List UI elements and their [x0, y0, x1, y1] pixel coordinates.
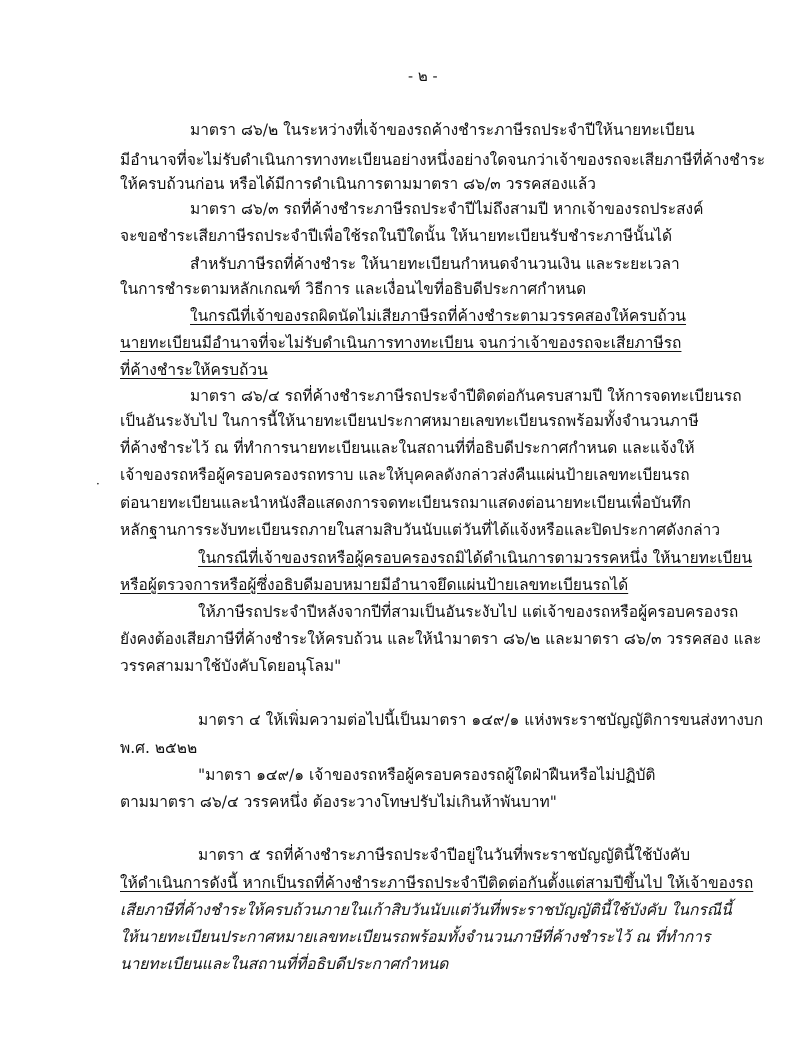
text-line-underlined: ในกรณีที่เจ้าของรถผิดนัดไม่เสียภาษีรถที่ค้างชำระตามวรรคสองให้ครบถ้วน — [190, 307, 687, 325]
text-line-italic: นายทะเบียนและในสถานที่ที่อธิบดีประกาศกำหนด — [120, 955, 449, 973]
text-line: จะขอชำระเสียภาษีรถประจำปีเพื่อใช้รถในปีใดนั้น ให้นายทะเบียนรับชำระภาษีนั้นได้ — [120, 227, 673, 245]
text-line: มีอำนาจที่จะไม่รับดำเนินการทางทะเบียนอย่างหนึ่งอย่างใดจนกว่าเจ้าของรถจะเสียภาษีที่ค้างชำระ — [120, 151, 766, 169]
text-line: พ.ศ. ๒๕๒๒ — [120, 739, 198, 757]
text-line: เป็นอันระงับไป ในการนี้ให้นายทะเบียนประกาศหมายเลขทะเบียนรถพร้อมทั้งจำนวนภาษี — [120, 412, 699, 430]
text-line: ในการชำระตามหลักเกณฑ์ วิธีการ และเงื่อนไขที่อธิบดีประกาศกำหนด — [120, 280, 587, 298]
text-line: มาตรา ๘๖/๓ รถที่ค้างชำระภาษีรถประจำปีไม่ถึงสามปี หากเจ้าของรถประสงค์ — [190, 200, 704, 218]
text-line-italic: เสียภาษีที่ค้างชำระให้ครบถ้วนภายในเก้าสิบวันนับแต่วันที่พระราชบัญญัตินี้ใช้บังคับ ในกรณีนี้ — [120, 901, 732, 919]
page-number: - ๒ - — [408, 67, 438, 85]
text-line: มาตรา ๘๖/๒ ในระหว่างที่เจ้าของรถค้างชำระภาษีรถประจำปีให้นายทะเบียน — [190, 121, 695, 139]
text-line-italic: ให้นายทะเบียนประกาศหมายเลขทะเบียนรถพร้อมทั้งจำนวนภาษีที่ค้างชำระไว้ ณ ที่ทำการ — [120, 928, 711, 946]
text-line: มาตรา ๕ รถที่ค้างชำระภาษีรถประจำปีอยู่ในวันที่พระราชบัญญัตินี้ใช้บังคับ — [198, 846, 691, 864]
text-line: ให้ภาษีรถประจำปีหลังจากปีที่สามเป็นอันระงับไป แต่เจ้าของรถหรือผู้ครอบครองรถ — [198, 603, 739, 621]
text-line: ต่อนายทะเบียนและนำหนังสือแสดงการจดทะเบียนรถมาแสดงต่อนายทะเบียนเพื่อบันทึก — [120, 494, 692, 512]
text-line: ตามมาตรา ๘๖/๔ วรรคหนึ่ง ต้องระวางโทษปรับไม่เกินห้าพันบาท" — [120, 793, 557, 811]
text-line-underlined: หรือผู้ตรวจการหรือผู้ซึ่งอธิบดีมอบหมายมีอำนาจยึดแผ่นป้ายเลขทะเบียนรถได้ — [120, 576, 629, 594]
text-line: ให้ครบถ้วนก่อน หรือได้มีการดำเนินการตามมาตรา ๘๖/๓ วรรคสองแล้ว — [120, 175, 596, 193]
text-line-underlined: ที่ค้างชำระให้ครบถ้วน — [120, 361, 268, 379]
text-line: ยังคงต้องเสียภาษีที่ค้างชำระให้ครบถ้วน และให้นำมาตรา ๘๖/๒ และมาตรา ๘๖/๓ วรรคสอง และ — [120, 630, 762, 648]
text-line: ที่ค้างชำระไว้ ณ ที่ทำการนายทะเบียนและในสถานที่ที่อธิบดีประกาศกำหนด และแจ้งให้ — [120, 439, 695, 457]
text-line: หลักฐานการระงับทะเบียนรถภายในสามสิบวันนับแต่วันที่ได้แจ้งหรือและปิดประกาศดังกล่าว — [120, 521, 721, 539]
text-line: มาตรา ๔ ให้เพิ่มความต่อไปนี้เป็นมาตรา ๑๔๙/๑ แห่งพระราชบัญญัติการขนส่งทางบก — [198, 711, 764, 729]
text-line-underlined: ในกรณีที่เจ้าของรถหรือผู้ครอบครองรถมิได้ดำเนินการตามวรรคหนึ่ง ให้นายทะเบียน — [198, 549, 753, 567]
text-line: สำหรับภาษีรถที่ค้างชำระ ให้นายทะเบียนกำหนดจำนวนเงิน และระยะเวลา — [190, 255, 680, 273]
text-line-underlined: ให้ดำเนินการดังนี้ หากเป็นรถที่ค้างชำระภาษีรถประจำปีติดต่อกันตั้งแต่สามปีขึ้นไป ให้เจ้าของรถ — [120, 874, 754, 892]
text-line-underlined: นายทะเบียนมีอำนาจที่จะไม่รับดำเนินการทางทะเบียน จนกว่าเจ้าของรถจะเสียภาษีรถ — [120, 334, 682, 352]
text-line: วรรคสามมาใช้บังคับโดยอนุโลม" — [120, 657, 342, 675]
margin-mark: · — [96, 477, 100, 491]
text-line: "มาตรา ๑๔๙/๑ เจ้าของรถหรือผู้ครอบครองรถผู้ใดฝ่าฝืนหรือไม่ปฏิบัติ — [198, 766, 656, 784]
text-line: มาตรา ๘๖/๔ รถที่ค้างชำระภาษีรถประจำปีติดต่อกันครบสามปี ให้การจดทะเบียนรถ — [190, 387, 742, 405]
text-line: เจ้าของรถหรือผู้ครอบครองรถทราบ และให้บุคคลดังกล่าวส่งคืนแผ่นป้ายเลขทะเบียนรถ — [120, 466, 690, 484]
